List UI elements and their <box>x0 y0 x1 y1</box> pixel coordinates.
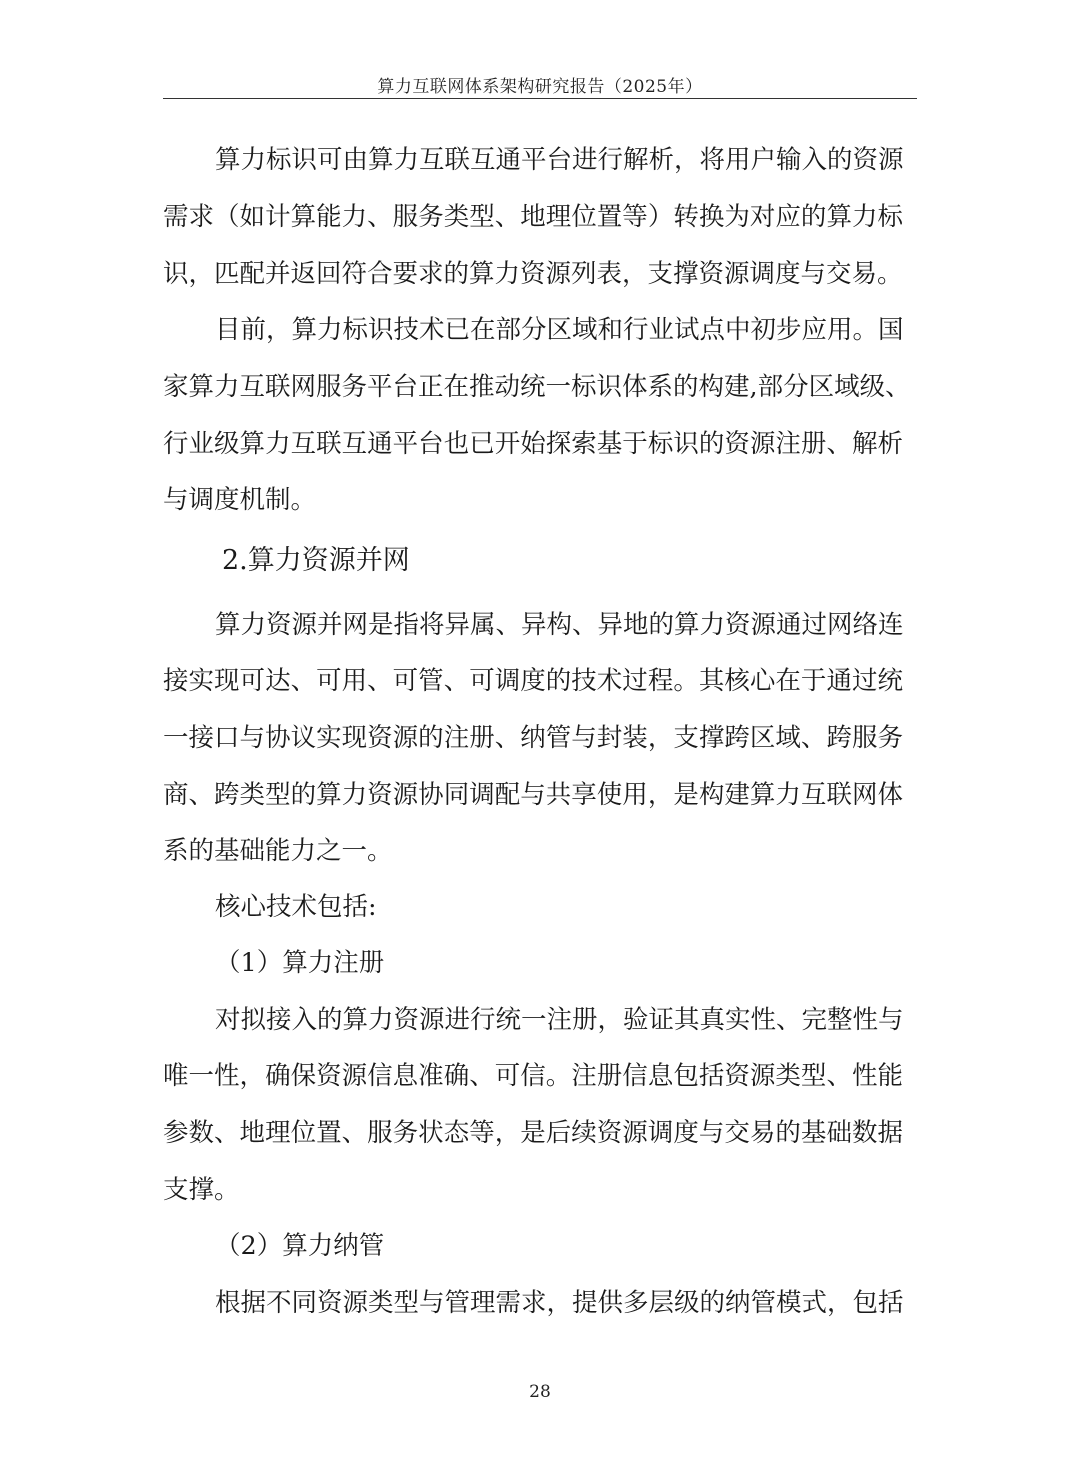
section-heading: 2.算力资源并网 <box>222 545 410 576</box>
subsection-heading-management: （2）算力纳管 <box>215 1231 385 1261</box>
paragraph-5-line-1: 根据不同资源类型与管理需求，提供多层级的纳管模式，包括 <box>215 1288 904 1318</box>
paragraph-2-line-3: 行业级算力互联互通平台也已开始探索基于标识的资源注册、解析 <box>163 429 903 459</box>
core-technologies-label: 核心技术包括: <box>215 892 377 922</box>
paragraph-2-line-2: 家算力互联网服务平台正在推动统一标识体系的构建,部分区域级、 <box>163 372 911 402</box>
paragraph-1-line-3: 识，匹配并返回符合要求的算力资源列表，支撑资源调度与交易。 <box>163 259 903 289</box>
paragraph-4-line-3: 参数、地理位置、服务状态等，是后续资源调度与交易的基础数据 <box>163 1118 903 1148</box>
paragraph-3-line-5: 系的基础能力之一。 <box>163 836 393 866</box>
paragraph-1-line-1: 算力标识可由算力互联互通平台进行解析，将用户输入的资源 <box>215 145 904 175</box>
paragraph-2-line-1: 目前，算力标识技术已在部分区域和行业试点中初步应用。国 <box>215 315 904 345</box>
subsection-heading-registration: （1）算力注册 <box>215 948 385 978</box>
running-header: 算力互联网体系架构研究报告（2025年） <box>377 77 703 97</box>
paragraph-4-line-1: 对拟接入的算力资源进行统一注册，验证其真实性、完整性与 <box>215 1005 904 1035</box>
header-divider <box>163 98 917 99</box>
page-number: 28 <box>529 1382 551 1402</box>
paragraph-3-line-1: 算力资源并网是指将异属、异构、异地的算力资源通过网络连 <box>215 610 904 640</box>
paragraph-3-line-2: 接实现可达、可用、可管、可调度的技术过程。其核心在于通过统 <box>163 666 903 696</box>
paragraph-1-line-2: 需求（如计算能力、服务类型、地理位置等）转换为对应的算力标 <box>163 202 903 232</box>
paragraph-3-line-4: 商、跨类型的算力资源协同调配与共享使用，是构建算力互联网体 <box>163 780 903 810</box>
paragraph-4-line-4: 支撑。 <box>163 1175 240 1205</box>
paragraph-2-line-4: 与调度机制。 <box>163 485 317 515</box>
paragraph-4-line-2: 唯一性，确保资源信息准确、可信。注册信息包括资源类型、性能 <box>163 1061 903 1091</box>
paragraph-3-line-3: 一接口与协议实现资源的注册、纳管与封装，支撑跨区域、跨服务 <box>163 723 903 753</box>
